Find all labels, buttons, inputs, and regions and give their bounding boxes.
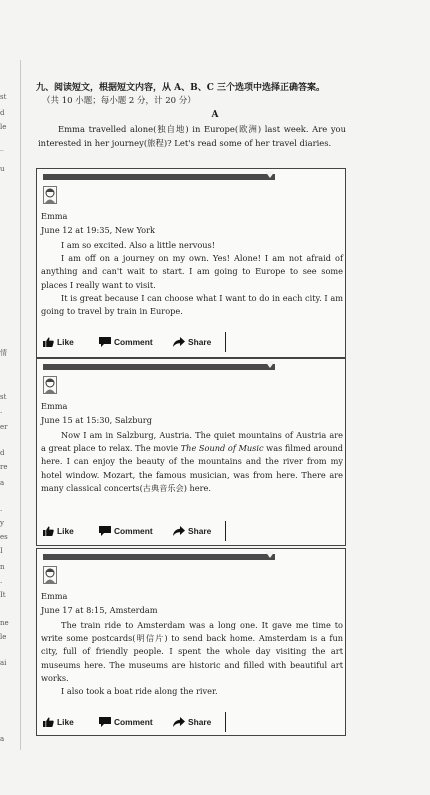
thumbs-up-icon: [43, 337, 54, 347]
margin-fragment: _: [0, 143, 4, 151]
comment-label: Comment: [114, 717, 153, 727]
section-scoring: （共 10 小题；每小题 2 分，计 20 分）: [42, 96, 196, 106]
section-title: 九、阅读短文，根据短文内容，从 A、B、C 三个选项中选择正确答案。: [36, 83, 326, 93]
margin-fragment: es: [0, 533, 8, 541]
post-author: Emma: [41, 591, 68, 601]
post-author: Emma: [41, 401, 68, 411]
share-label: Share: [188, 337, 212, 347]
like-label: Like: [57, 526, 74, 536]
diary-post-salzburg: [36, 358, 346, 546]
margin-fragment: le: [0, 123, 7, 131]
margin-fragment: .: [0, 505, 3, 513]
chevron-down-icon[interactable]: [265, 171, 275, 178]
margin-fragment: re: [0, 463, 8, 471]
comment-label: Comment: [114, 337, 153, 347]
margin-fragment: .: [0, 407, 3, 415]
margin-fragment: y: [0, 519, 4, 527]
share-button[interactable]: [173, 335, 211, 349]
user-avatar-icon: [43, 566, 57, 584]
margin-fragment: ne: [0, 619, 9, 627]
share-label: Share: [188, 717, 212, 727]
like-label: Like: [57, 337, 74, 347]
margin-fragment: a: [0, 735, 5, 743]
comment-button[interactable]: [99, 335, 153, 349]
post-dateline: June 17 at 8:15, Amsterdam: [41, 605, 158, 615]
post-actions: [41, 712, 226, 732]
speech-bubble-icon: [99, 717, 111, 727]
post-header-bar: [43, 364, 275, 370]
post-author: Emma: [41, 211, 68, 221]
post-actions: [41, 521, 226, 541]
left-margin-fragments: [0, 88, 14, 748]
post-paragraph: [41, 429, 343, 495]
share-button[interactable]: [173, 715, 211, 729]
post-paragraph: I am off on a journey on my own. Yes! Alone! I am not afraid of anything and can't wait to start. I am going to Europe to see some places I really want to visit.: [41, 253, 343, 290]
like-label: Like: [57, 717, 74, 727]
margin-fragment: er: [0, 423, 8, 431]
user-avatar-icon: [43, 376, 57, 394]
margin-fragment: n: [0, 563, 5, 571]
movie-title: The Sound of Music: [180, 443, 264, 454]
chevron-down-icon[interactable]: [265, 551, 275, 558]
diary-post-amsterdam: [36, 548, 346, 736]
chevron-down-icon[interactable]: [265, 361, 275, 368]
share-arrow-icon: [173, 337, 185, 347]
margin-fragment: ai: [0, 659, 7, 667]
binding-gutter-line: [20, 60, 21, 750]
comment-button[interactable]: [99, 524, 153, 538]
post-body: [41, 429, 343, 495]
like-button[interactable]: [43, 524, 74, 538]
share-arrow-icon: [173, 717, 185, 727]
like-button[interactable]: [43, 715, 74, 729]
passage-label: A: [211, 110, 219, 120]
post-header-bar: [43, 174, 275, 180]
margin-fragment: le: [0, 633, 7, 641]
comment-label: Comment: [114, 526, 153, 536]
margin-fragment: I: [0, 547, 3, 555]
margin-fragment: a: [0, 479, 5, 487]
margin-fragment: d: [0, 109, 5, 117]
like-button[interactable]: [43, 335, 74, 349]
margin-fragment: st: [0, 393, 7, 401]
margin-fragment: .: [0, 577, 3, 585]
share-button[interactable]: [173, 524, 211, 538]
user-avatar-icon: [43, 186, 57, 204]
post-body: [41, 239, 343, 318]
post-paragraph: It is great because I can choose what I want to do in each city. I am going to travel by train in Europe.: [41, 292, 343, 317]
margin-fragment: u: [0, 165, 5, 173]
margin-fragment: d: [0, 449, 5, 457]
post-paragraph: I am so excited. Also a little nervous!: [61, 240, 216, 250]
share-arrow-icon: [173, 526, 185, 536]
share-label: Share: [188, 526, 212, 536]
passage-intro: Emma travelled alone(独自地) in Europe(欧洲) last week. Are you interested in her journey(旅程)? Let's read some of her travel diaries.: [38, 124, 346, 148]
margin-fragment: st: [0, 93, 7, 101]
post-actions: [41, 332, 226, 352]
post-dateline: June 15 at 15:30, Salzburg: [41, 415, 152, 425]
margin-fragment: It: [0, 591, 6, 599]
post-dateline: June 12 at 19:35, New York: [41, 225, 155, 235]
post-text: was filmed around here. I can enjoy the beauty of the mountains and the river from my hotel window. Mozart, the famous musician, was from here. There are many classical concerts(古典音乐会) here.: [41, 443, 343, 493]
post-body: [41, 619, 343, 698]
speech-bubble-icon: [99, 526, 111, 536]
post-paragraph: I also took a boat ride along the river.: [61, 686, 218, 697]
diary-post-new-york: [36, 168, 346, 358]
thumbs-up-icon: [43, 717, 54, 727]
post-header-bar: [43, 554, 275, 560]
margin-fragment: 情: [0, 349, 7, 357]
post-paragraph: The train ride to Amsterdam was a long one. It gave me time to write some postcards(明信片) to send back home. Amsterdam is a fun city, full of friendly people. I spent the whole day visiting the art museums here. The museums are historic and filled with beautiful art works.: [41, 620, 343, 683]
speech-bubble-icon: [99, 337, 111, 347]
comment-button[interactable]: [99, 715, 153, 729]
thumbs-up-icon: [43, 526, 54, 536]
post-text: Now I am in Salzburg, Austria. The quiet mountains of Austria are a great place to relax. The movie: [41, 430, 343, 454]
